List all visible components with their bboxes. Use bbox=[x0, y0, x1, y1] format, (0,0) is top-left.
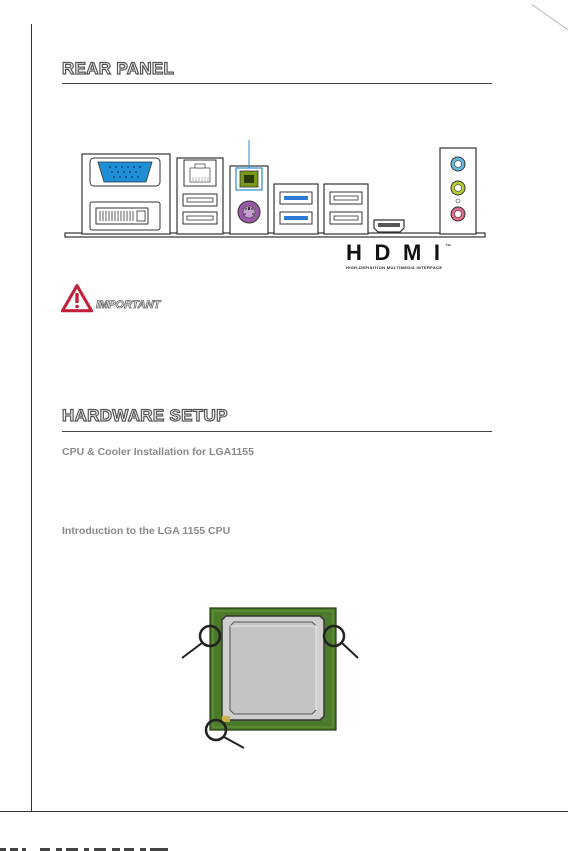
hdmi-tm: ™ bbox=[445, 244, 451, 250]
audio-line-in-jack bbox=[451, 157, 465, 171]
usb3-port-top bbox=[280, 192, 312, 204]
dvi-port bbox=[90, 202, 160, 230]
vga-dvi-block bbox=[82, 154, 170, 234]
warning-icon bbox=[60, 283, 94, 313]
hardware-setup-rule bbox=[62, 431, 492, 432]
cpu-cooler-heading: CPU & Cooler Installation for LGA1155 bbox=[62, 446, 254, 458]
rear-panel-illustration bbox=[60, 140, 490, 240]
usb2-port-right-top bbox=[330, 192, 362, 204]
important-label: IMPORTANT bbox=[96, 299, 161, 311]
cpu-illustration bbox=[170, 600, 370, 760]
hdmi-port bbox=[374, 220, 404, 232]
usb2-port-right-bottom bbox=[330, 212, 362, 224]
audio-mic-jack bbox=[451, 207, 465, 221]
lga1155-intro-heading: Introduction to the LGA 1155 CPU bbox=[62, 525, 231, 537]
corner-line bbox=[531, 4, 568, 39]
hdmi-logo-text: HDMI bbox=[346, 240, 442, 265]
lan-usb-stack bbox=[177, 158, 223, 234]
rear-panel-title: REAR PANEL bbox=[62, 59, 175, 78]
audio-line-out-jack bbox=[451, 181, 465, 195]
cpu-gold-indicator bbox=[222, 716, 230, 722]
ps2-port bbox=[238, 201, 260, 223]
hdmi-logo bbox=[346, 240, 456, 272]
usb3-port-bottom bbox=[280, 212, 312, 224]
spdif-ps2-stack bbox=[230, 140, 268, 234]
usb3-stack bbox=[274, 184, 318, 234]
rear-panel-rule bbox=[62, 83, 492, 84]
usb2-stack-right bbox=[324, 184, 368, 234]
audio-jack-stack bbox=[440, 148, 476, 234]
lan-port bbox=[184, 160, 216, 186]
hdmi-tagline: HIGH-DEFINITION MULTIMEDIA INTERFACE bbox=[346, 265, 442, 270]
left-margin-rule bbox=[31, 24, 32, 811]
hardware-setup-title: HARDWARE SETUP bbox=[62, 406, 228, 425]
usb2-port-top bbox=[183, 194, 217, 206]
audio-indicator bbox=[456, 199, 460, 203]
bottom-rule bbox=[0, 811, 568, 812]
footer-cropped-text bbox=[0, 840, 568, 851]
vga-port bbox=[90, 158, 160, 186]
usb2-port-bottom bbox=[183, 212, 217, 224]
